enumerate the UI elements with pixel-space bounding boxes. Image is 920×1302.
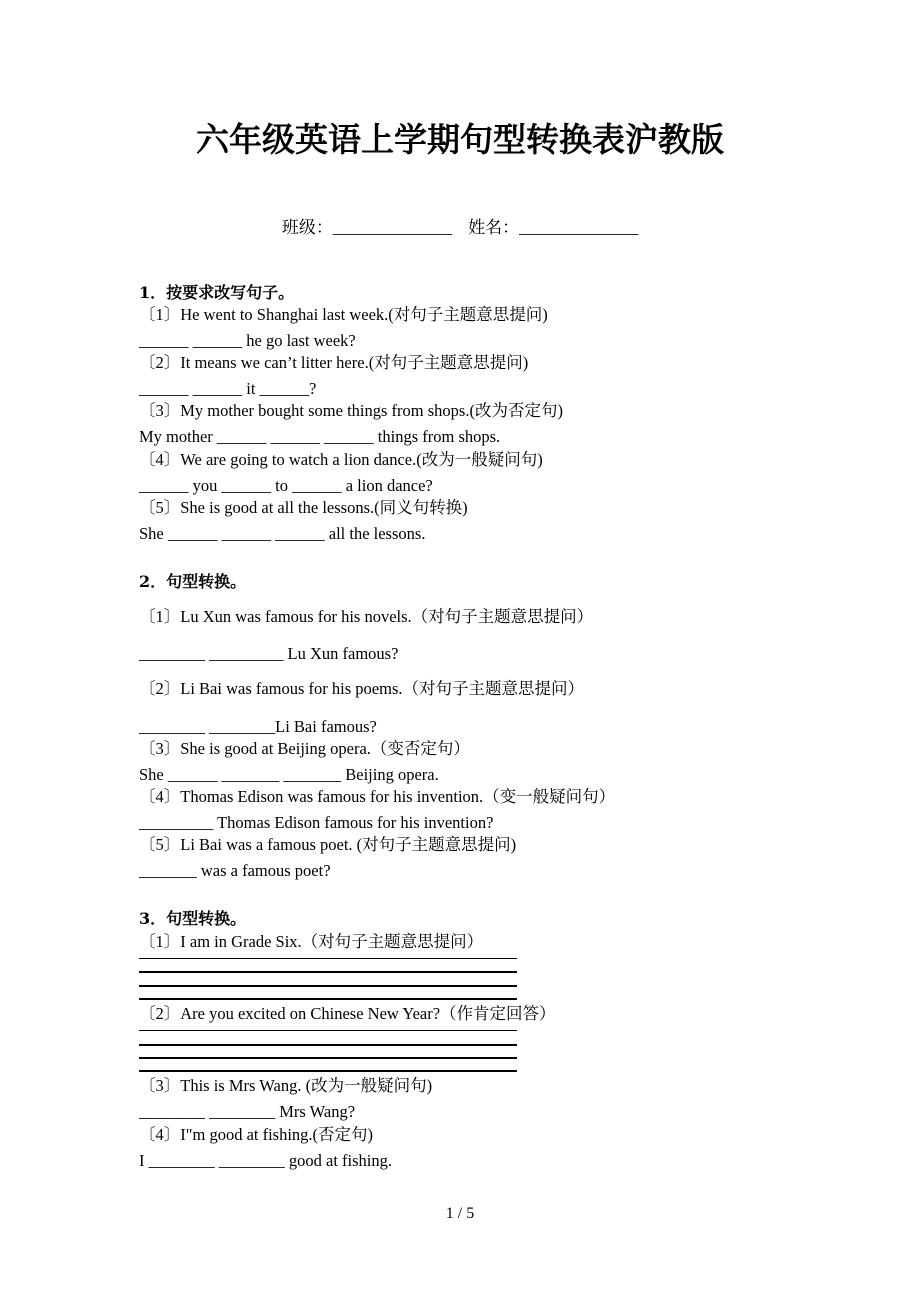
s1-answer-1[interactable]: ______ ______ he go last week?: [139, 331, 356, 350]
s3-answer-2-rule[interactable]: [139, 1044, 517, 1046]
s1-question-5: 〔5〕She is good at all the lessons.(同义句转换): [139, 498, 468, 517]
s2-question-1: 〔1〕Lu Xun was famous for his novels.（对句子主题意思提问）: [139, 607, 594, 626]
s3-question-3: 〔3〕This is Mrs Wang. (改为一般疑问句): [139, 1076, 433, 1095]
s1-answer-3[interactable]: My mother ______ ______ ______ things from shops.: [139, 427, 501, 446]
s2-question-2: 〔2〕Li Bai was famous for his poems.（对句子主题意思提问）: [139, 679, 585, 698]
section-3-heading: 3．句型转换。: [139, 909, 247, 928]
s1-answer-2[interactable]: ______ ______ it ______?: [139, 379, 317, 398]
section-2-heading: 2．句型转换。: [139, 572, 247, 591]
s3-answer-1-rule[interactable]: [139, 971, 517, 973]
s3-answer-2-rule[interactable]: [139, 1030, 517, 1031]
student-info: [0, 213, 920, 238]
s1-question-3: 〔3〕My mother bought some things from shops.(改为否定句): [139, 401, 563, 420]
s3-answer-1-rule[interactable]: [139, 985, 517, 987]
s2-answer-5[interactable]: _______ was a famous poet?: [139, 861, 331, 880]
s2-question-3: 〔3〕She is good at Beijing opera.（变否定句）: [139, 739, 470, 758]
s3-answer-3[interactable]: ________ ________ Mrs Wang?: [139, 1102, 356, 1121]
s1-question-4: 〔4〕We are going to watch a lion dance.(改为一般疑问句): [139, 450, 543, 469]
s2-question-4: 〔4〕Thomas Edison was famous for his invention.（变一般疑问句）: [139, 787, 616, 806]
name-field[interactable]: 姓名：______________: [468, 218, 639, 237]
document-title: 六年级英语上学期句型转换表沪教版: [196, 120, 724, 159]
s1-answer-5[interactable]: She ______ ______ ______ all the lessons.: [139, 524, 426, 543]
s1-question-2: 〔2〕It means we can’t litter here.(对句子主题意思提问): [139, 353, 529, 372]
s3-question-1: 〔1〕I am in Grade Six.（对句子主题意思提问）: [139, 932, 484, 951]
class-field[interactable]: 班级：______________: [281, 218, 452, 237]
s2-answer-1[interactable]: ________ _________ Lu Xun famous?: [139, 644, 399, 663]
s3-answer-1-rule[interactable]: [139, 958, 517, 959]
s3-question-2: 〔2〕Are you excited on Chinese New Year?（作肯定回答）: [139, 1004, 556, 1023]
section-1-heading: 1．按要求改写句子。: [139, 283, 295, 302]
s2-question-5: 〔5〕Li Bai was a famous poet. (对句子主题意思提问): [139, 835, 517, 854]
s3-answer-1-rule[interactable]: [139, 998, 517, 1000]
s3-question-4: 〔4〕I"m good at fishing.(否定句): [139, 1125, 374, 1144]
page-number: 1 / 5: [445, 1205, 475, 1222]
s3-answer-4[interactable]: I ________ ________ good at fishing.: [139, 1151, 392, 1170]
s2-answer-4[interactable]: _________ Thomas Edison famous for his invention?: [139, 813, 494, 832]
s3-answer-2-rule[interactable]: [139, 1070, 517, 1072]
s1-answer-4[interactable]: ______ you ______ to ______ a lion dance?: [139, 476, 433, 495]
s2-answer-2[interactable]: ________ ________Li Bai famous?: [139, 717, 377, 736]
s1-question-1: 〔1〕He went to Shanghai last week.(对句子主题意思提问): [139, 305, 548, 324]
s2-answer-3[interactable]: She ______ _______ _______ Beijing opera.: [139, 765, 439, 784]
s3-answer-2-rule[interactable]: [139, 1057, 517, 1059]
